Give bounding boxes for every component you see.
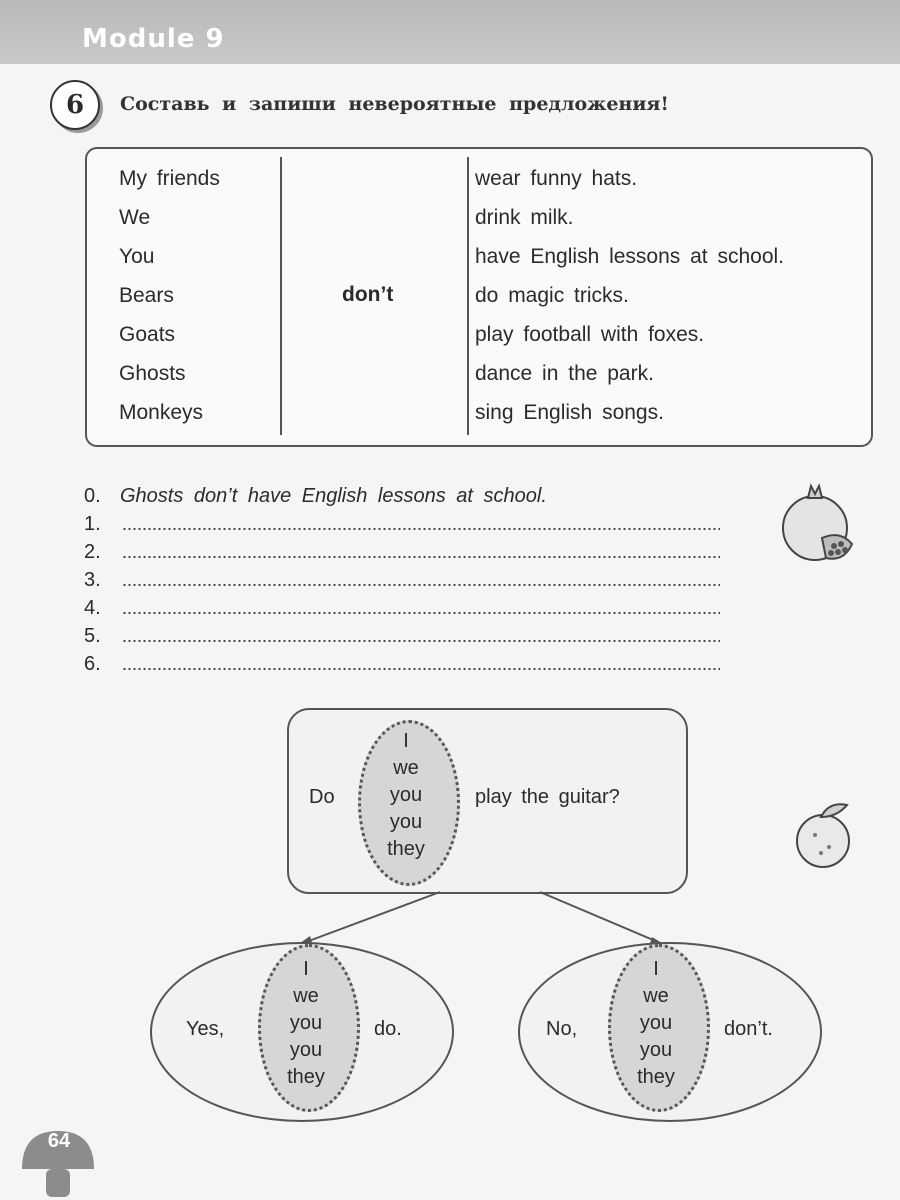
subject-item: Goats [119,323,176,346]
pronoun: they [287,1066,325,1088]
no-word: No, [546,1018,578,1040]
yes-ending: do. [374,1018,402,1040]
pronoun-list-no [626,956,686,1091]
exercise-number: 6 [50,80,100,130]
subject-item: My friends [119,167,220,190]
pronoun: they [637,1066,675,1088]
answer-line-number: 5. [84,625,101,647]
predicate-item: dance in the park. [475,362,654,385]
arrow-to-no [540,892,665,945]
module-title: Module 9 [82,24,225,54]
answer-line-number: 1. [84,513,101,535]
predicate-item: do magic tricks. [475,284,629,307]
subject-item: Ghosts [119,362,186,385]
pronoun: I [403,730,409,752]
pronoun: you [639,1039,673,1061]
example-number: 0. [84,485,101,507]
answer-line-number: 3. [84,569,101,591]
pronoun: we [293,985,319,1007]
question-rest: play the guitar? [475,786,620,808]
exercise-instruction: Составь и запиши невероятные предложения! [120,93,669,115]
pronoun: I [303,958,309,980]
subject-item: You [119,245,155,268]
predicate-item: play football with foxes. [475,323,705,346]
example-sentence: Ghosts don’t have English lessons at school. [120,485,547,507]
predicate-item: sing English songs. [475,401,664,424]
answer-line-number: 4. [84,597,101,619]
answer-line-number: 6. [84,653,101,675]
no-ending: don’t. [724,1018,773,1040]
arrow-to-yes [298,892,440,945]
pronoun: you [389,811,423,833]
subject-item: Monkeys [119,401,204,424]
pronoun: we [643,985,669,1007]
subject-item: Bears [119,284,174,307]
predicate-item: drink milk. [475,206,574,229]
pronoun-list-yes [276,956,336,1091]
answer-line-number: 2. [84,541,101,563]
yes-word: Yes, [186,1018,225,1040]
predicate-item: wear funny hats. [475,167,638,190]
pronoun: they [387,838,425,860]
auxiliary-dont: don’t [342,283,394,306]
pronoun: you [289,1012,323,1034]
pronoun: you [389,784,423,806]
predicate-item: have English lessons at school. [475,245,785,268]
subject-item: We [119,206,151,229]
question-do: Do [309,786,335,808]
pronoun: I [653,958,659,980]
pronoun: you [289,1039,323,1061]
pronoun: you [639,1012,673,1034]
pronoun: we [393,757,419,779]
page-number: 64 [47,1130,71,1152]
